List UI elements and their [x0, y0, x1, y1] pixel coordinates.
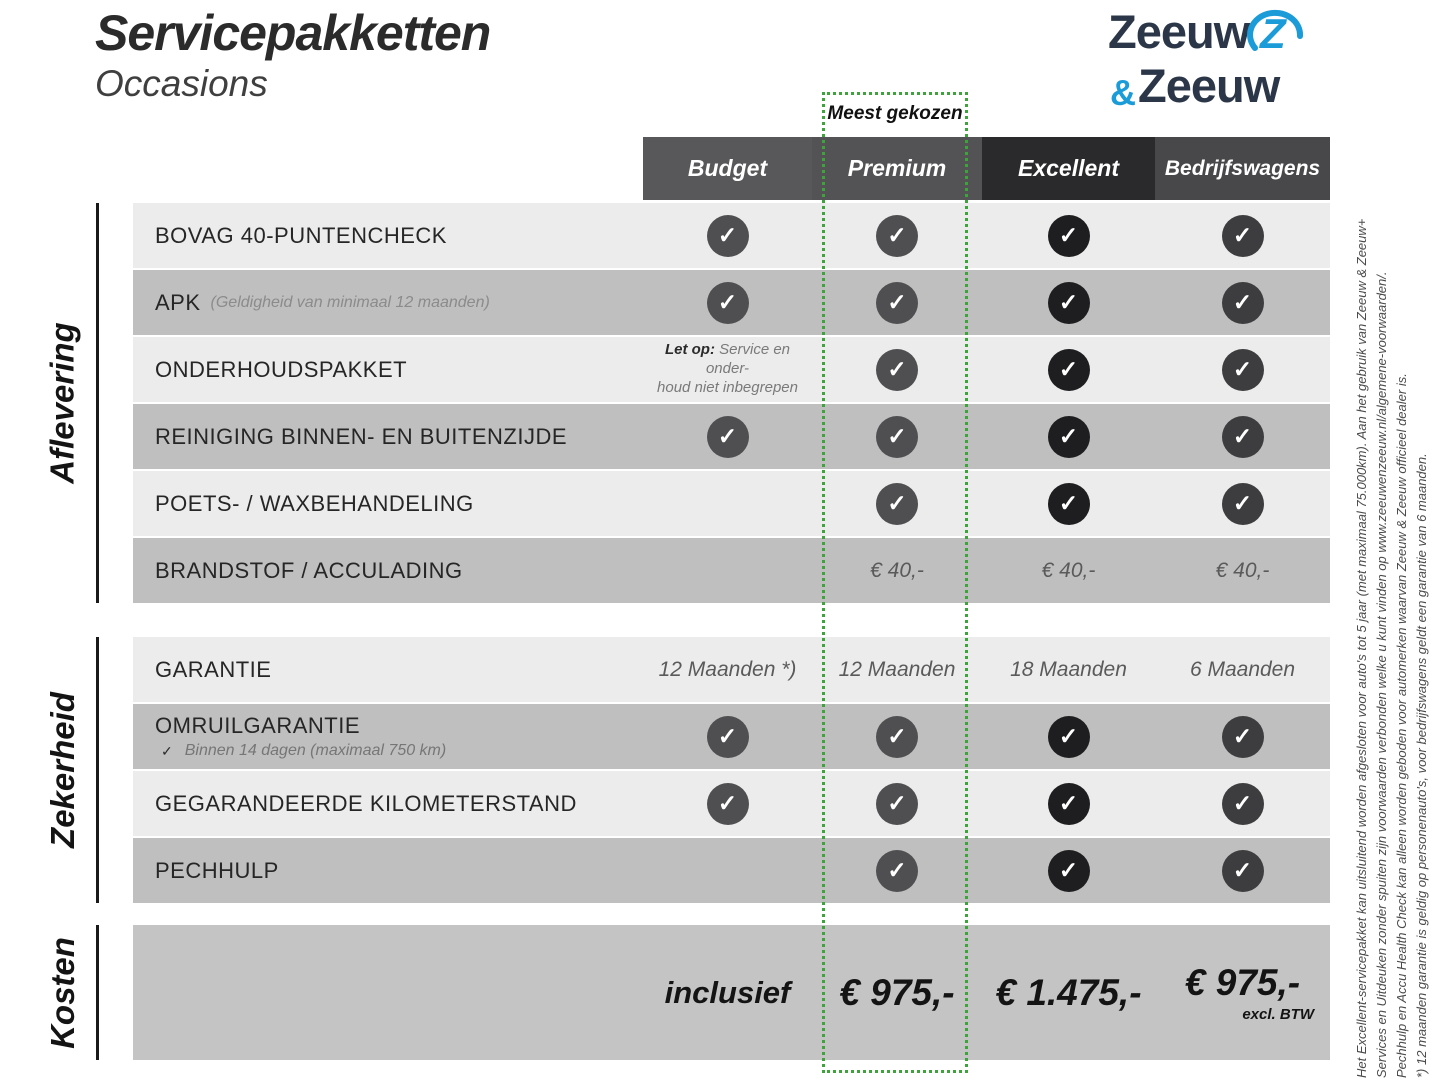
row-label: BRANDSTOF / ACCULADING	[155, 557, 463, 583]
section-label-aflevering: Aflevering	[44, 322, 81, 484]
check-icon	[1222, 349, 1264, 391]
check-icon	[1222, 282, 1264, 324]
logo-line2	[1110, 59, 1338, 113]
check-icon	[876, 483, 918, 525]
logo-word-zeeuw2: Zeeuw	[1138, 59, 1280, 112]
garantie-value: 12 Maanden	[838, 657, 956, 681]
logo-ampersand: &	[1110, 71, 1136, 113]
row-label: PECHHULP	[155, 857, 279, 883]
column-header-bedrijfswagens	[1155, 137, 1330, 200]
check-icon	[1048, 215, 1090, 257]
check-icon	[876, 416, 918, 458]
table-row-apk	[133, 270, 1330, 335]
row-label: REINIGING BINNEN- EN BUITENZIJDE	[155, 423, 568, 449]
table-row-garantie	[133, 637, 1330, 702]
row-label: ONDERHOUDSPAKKET	[155, 356, 408, 382]
check-icon	[1048, 483, 1090, 525]
section-label-zekerheid: Zekerheid	[44, 692, 81, 848]
column-header-premium-label: Premium	[847, 155, 947, 181]
check-icon	[876, 716, 918, 758]
meest-gekozen-label: Meest gekozen	[827, 103, 963, 124]
check-icon	[707, 282, 749, 324]
garantie-value: 18 Maanden	[1010, 657, 1127, 681]
fine-print-line: Services en Uitdeuken zonder spuiten zijn voorwaarden verbonden welke u kunt vinden op www.zeeuwenzeeuw.nl/algemene-voorwaarden/.	[1374, 271, 1389, 1078]
garantie-value: 12 Maanden *)	[658, 657, 797, 681]
check-icon	[876, 215, 918, 257]
check-icon	[1222, 416, 1264, 458]
row-label: GEGARANDEERDE KILOMETERSTAND	[155, 790, 577, 816]
logo-line1	[1108, 5, 1338, 64]
check-icon	[1048, 416, 1090, 458]
table-row-brandstof	[133, 538, 1330, 603]
check-icon	[1048, 850, 1090, 892]
price-value: € 40,-	[870, 558, 924, 582]
check-icon	[707, 215, 749, 257]
column-header-budget-label: Budget	[687, 155, 768, 181]
column-header-budget	[643, 137, 812, 200]
cost-budget: inclusief	[664, 974, 791, 1010]
row-sub-note: Binnen 14 dagen (maximaal 750 km)	[184, 742, 447, 759]
check-icon	[1222, 850, 1264, 892]
cost-btw-note: excl. BTW	[1242, 1006, 1314, 1023]
column-header-bedrijfswagens-label: Bedrijfswagens	[1164, 156, 1321, 180]
check-icon	[876, 349, 918, 391]
table-row-poets	[133, 471, 1330, 536]
check-icon	[1048, 282, 1090, 324]
cost-excellent: € 1.475,-	[995, 971, 1142, 1013]
check-icon	[1048, 783, 1090, 825]
check-icon	[1222, 215, 1264, 257]
section-divider-kosten	[96, 925, 99, 1060]
title-block	[95, 6, 490, 105]
garantie-value: 6 Maanden	[1189, 657, 1296, 681]
check-icon	[1222, 783, 1264, 825]
page-subtitle: Occasions	[95, 63, 268, 104]
row-label: OMRUILGARANTIE	[155, 713, 361, 738]
row-label: APK	[155, 289, 201, 315]
budget-note: Let op: Service en onder- houd niet inbegrepen	[657, 341, 798, 396]
fine-print-line: Het Excellent-servicepakket kan uitsluitend worden afgesloten voor auto's tot 5 jaar (met maximaal 75.000km). Aan het gebruik van Zeeuw & Zeeuw+	[1354, 218, 1369, 1078]
table-row-onderhoudspakket	[133, 337, 1330, 402]
check-icon	[1222, 483, 1264, 525]
z-swoosh-icon	[1245, 2, 1307, 64]
table-row-kilometerstand	[133, 771, 1330, 836]
fine-print-line: Pechhulp en Accu Health Check kan alleen worden geboden voor automerken waarvan Zeeuw & Zeeuw officieel dealer is.	[1394, 373, 1409, 1078]
price-value: € 40,-	[1215, 558, 1270, 582]
cost-premium: € 975,-	[839, 971, 955, 1013]
small-check-icon: ✓	[161, 742, 173, 759]
svg-text:Z: Z	[1260, 10, 1286, 57]
check-icon	[707, 416, 749, 458]
table-row-bovag	[133, 203, 1330, 268]
column-header-premium	[812, 137, 982, 200]
check-icon	[707, 783, 749, 825]
check-icon	[1048, 349, 1090, 391]
column-header-excellent-label: Excellent	[1018, 155, 1119, 181]
column-header-excellent	[982, 137, 1155, 200]
check-icon	[1222, 716, 1264, 758]
check-icon	[876, 282, 918, 324]
check-icon	[1048, 716, 1090, 758]
logo-word-zeeuw: Zeeuw	[1108, 5, 1250, 58]
fine-print-line: *) 12 maanden garantie is geldig op personenauto's, voor bedrijfswagens geldt een garantie van 6 maanden.	[1414, 453, 1429, 1078]
table-row-reiniging	[133, 404, 1330, 469]
section-divider-zekerheid	[96, 637, 99, 903]
page-title: Servicepakketten	[95, 5, 491, 61]
table-row-omruilgarantie	[133, 704, 1330, 769]
section-label-kosten: Kosten	[44, 936, 81, 1049]
price-value: € 40,-	[1041, 558, 1096, 582]
zeeuw-en-zeeuw-logo	[1108, 5, 1338, 113]
check-icon	[876, 850, 918, 892]
check-icon	[876, 783, 918, 825]
section-divider-aflevering	[96, 203, 99, 603]
row-label: BOVAG 40-PUNTENCHECK	[155, 222, 447, 248]
row-label: GARANTIE	[155, 656, 272, 682]
row-label-note: (Geldigheid van minimaal 12 maanden)	[210, 293, 490, 311]
legal-fine-print	[1352, 128, 1432, 1078]
cost-row	[133, 925, 1330, 1060]
table-row-pechhulp	[133, 838, 1330, 903]
cost-bedrijfswagens: € 975,-	[1184, 962, 1301, 1003]
row-label: POETS- / WAXBEHANDELING	[155, 490, 474, 516]
check-icon	[707, 716, 749, 758]
